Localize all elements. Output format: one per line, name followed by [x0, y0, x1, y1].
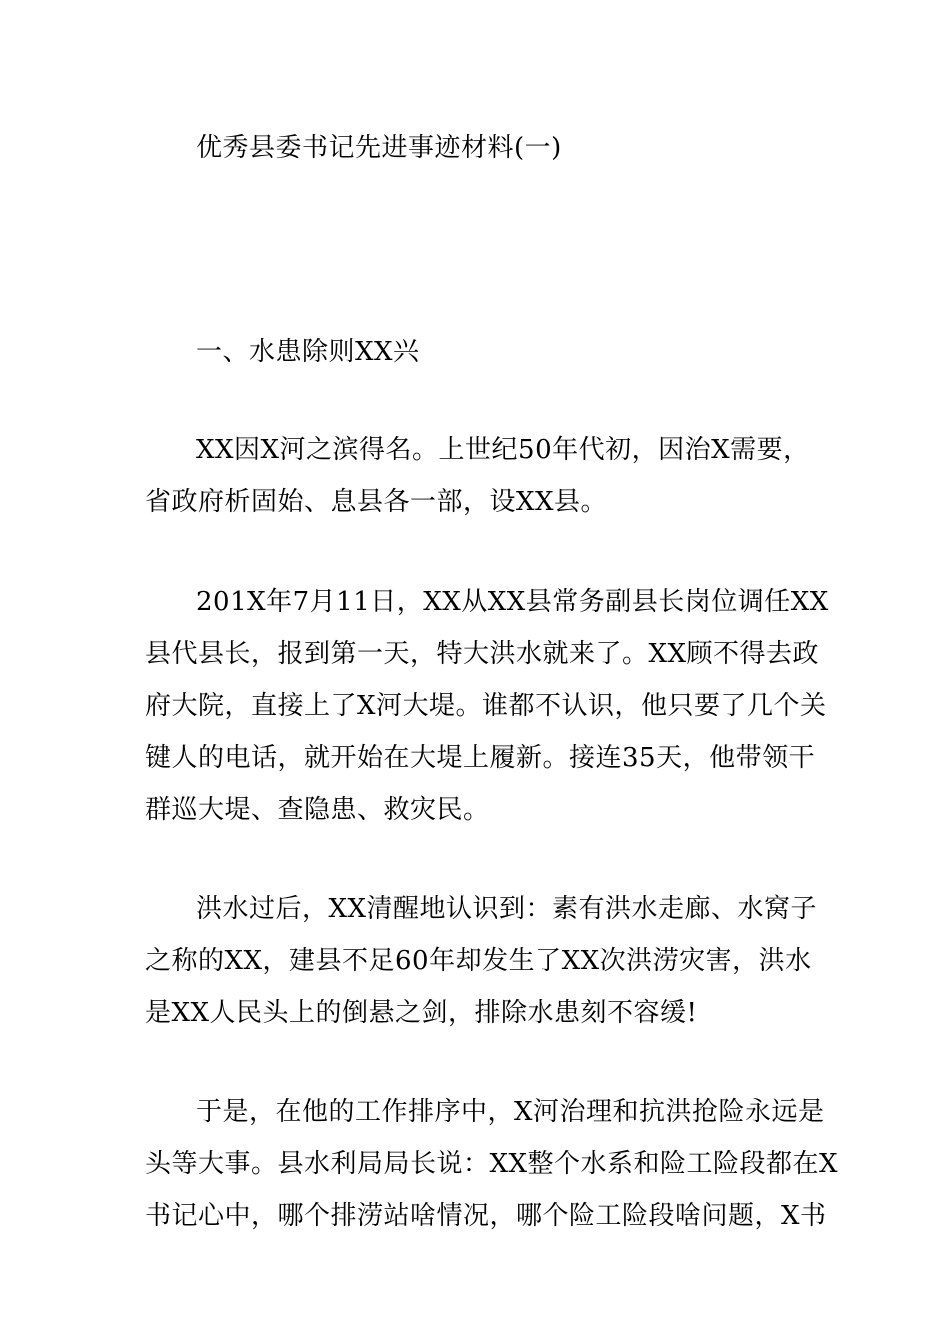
paragraph-line: 群巡大堤、查隐患、救灾民。 — [145, 795, 490, 825]
paragraph-line: 书记心中，哪个排涝站啥情况，哪个险工险段啥问题，X书 — [145, 1201, 827, 1231]
paragraph-4 — [145, 1086, 839, 1242]
paragraph-line: 之称的XX，建县不足60年却发生了XX次洪涝灾害，洪水 — [145, 946, 812, 976]
paragraph-2 — [145, 576, 829, 836]
document-title: 优秀县委书记先进事迹材料(一) — [196, 133, 562, 163]
paragraph-3 — [145, 883, 818, 1039]
paragraph-line: 洪水过后，XX清醒地认识到：素有洪水走廊、水窝子 — [196, 894, 818, 924]
paragraph-line: 于是，在他的工作排序中，X河治理和抗洪抢险永远是 — [196, 1097, 825, 1127]
paragraph-line: XX因X河之滨得名。上世纪50年代初，因治X需要， — [196, 435, 810, 465]
paragraph-1 — [145, 424, 810, 528]
paragraph-line: 是XX人民头上的倒悬之剑，排除水患刻不容缓! — [145, 998, 698, 1028]
paragraph-line: 头等大事。县水利局局长说：XX整个水系和险工险段都在X — [145, 1149, 839, 1179]
paragraph-line: 县代县长，报到第一天，特大洪水就来了。XX顾不得去政 — [145, 639, 820, 669]
paragraph-line: 201X年7月11日，XX从XX县常务副县长岗位调任XX — [196, 587, 829, 617]
paragraph-line: 省政府析固始、息县各一部，设XX县。 — [145, 487, 608, 517]
section-heading: 一、水患除则XX兴 — [196, 337, 420, 367]
paragraph-line: 键人的电话，就开始在大堤上履新。接连35天，他带领干 — [145, 743, 816, 773]
paragraph-line: 府大院，直接上了X河大堤。谁都不认识，他只要了几个关 — [145, 691, 827, 721]
